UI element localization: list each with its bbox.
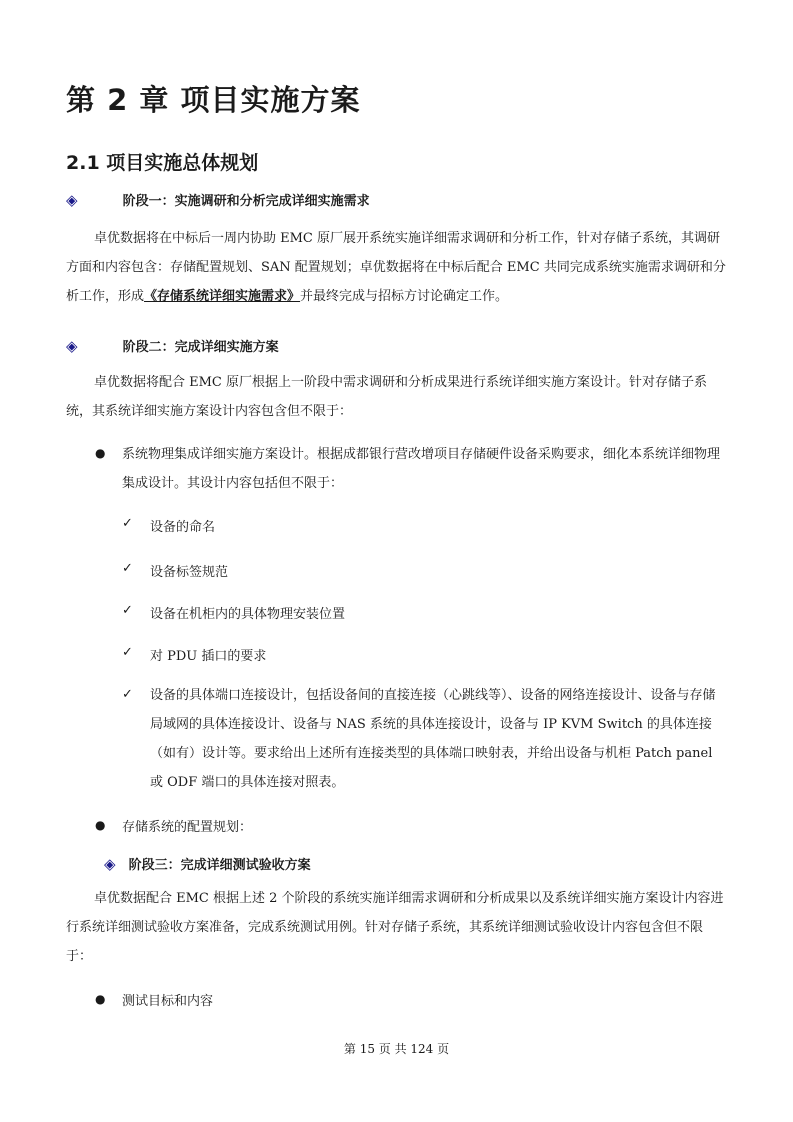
bullet-icon: ● [95,992,106,1006]
diamond-bullet-icon: ◈ [104,855,116,873]
check-item-2: 设备标签规范 [150,565,229,580]
chapter-title: 第 2 章 项目实施方案 [66,83,361,117]
diamond-bullet-icon: ◈ [66,337,78,355]
stage1-paragraph [66,224,728,311]
stage2-paragraph: 卓优数据将配合 EMC 原厂根据上一阶段中需求调研和分析成果进行系统详细实施方案设计。针对存储子系统，其系统详细实施方案设计内容包含但不限于： [66,375,708,419]
page-footer: 第 15 页 共 124 页 [343,1042,450,1056]
diamond-bullet-icon: ◈ [66,191,78,209]
stage3-heading: 阶段三：完成详细测试验收方案 [128,858,311,873]
stage2-bullet2: 存储系统的配置规划： [122,820,253,835]
bullet-icon: ● [95,818,106,832]
stage1-text-after: 并最终完成与招标方讨论确定工作。 [300,289,509,304]
check-icon: ✓ [122,645,133,660]
stage2-heading-row [66,336,279,355]
stage3-paragraph: 卓优数据配合 EMC 根据上述 2 个阶段的系统实施详细需求调研和分析成果以及系统详细实施方案设计内容进行系统详细测试验收方案准备，完成系统测试用例。针对存储子系统，其系统详细测试验收设计内容包含但不限于： [66,891,724,964]
stage1-heading-row [66,190,370,209]
check-item-1: 设备的命名 [150,520,216,535]
check-item-3: 设备在机柜内的具体物理安装位置 [150,607,346,622]
stage3-heading-row [104,854,311,873]
check-icon: ✓ [122,687,133,702]
document-title-link: 《存储系统详细实施需求》 [144,289,301,304]
stage3-bullet1: 测试目标和内容 [122,994,214,1009]
section-title: 2.1 项目实施总体规划 [66,152,259,174]
check-item-4: 对 PDU 插口的要求 [150,649,267,664]
stage1-heading: 阶段一：实施调研和分析完成详细实施需求 [122,194,370,209]
check-item-5: 设备的具体端口连接设计，包括设备间的直接连接（心跳线等）、设备的网络连接设计、设备与存储局域网的具体连接设计、设备与 NAS 系统的具体连接设计，设备与 IP KVM Switch 的具体连接（如有）设计等。要求给出上述所有连接类型的具体端口映射表，并给出设备与机柜 Patch panel 或 ODF 端口的具体连接对照表。 [150,688,716,790]
bullet-icon: ● [95,446,106,460]
stage2-heading: 阶段二：完成详细实施方案 [122,340,279,355]
check-icon: ✓ [122,561,133,576]
check-icon: ✓ [122,603,133,618]
stage1-text-before: 卓优数据将在中标后一周内协助 EMC 原厂展开系统实施详细需求调研和分析工作，针对存储子系统，其调研方面和内容包含：存储配置规划、SAN 配置规划；卓优数据将在中标后配合 EMC 共同完成系统实施需求调研和分析工作，形成 [66,231,726,304]
stage2-bullet1: 系统物理集成详细实施方案设计。根据成都银行营改增项目存储硬件设备采购要求，细化本系统详细物理集成设计。其设计内容包括但不限于： [122,447,721,491]
check-icon: ✓ [122,516,133,531]
